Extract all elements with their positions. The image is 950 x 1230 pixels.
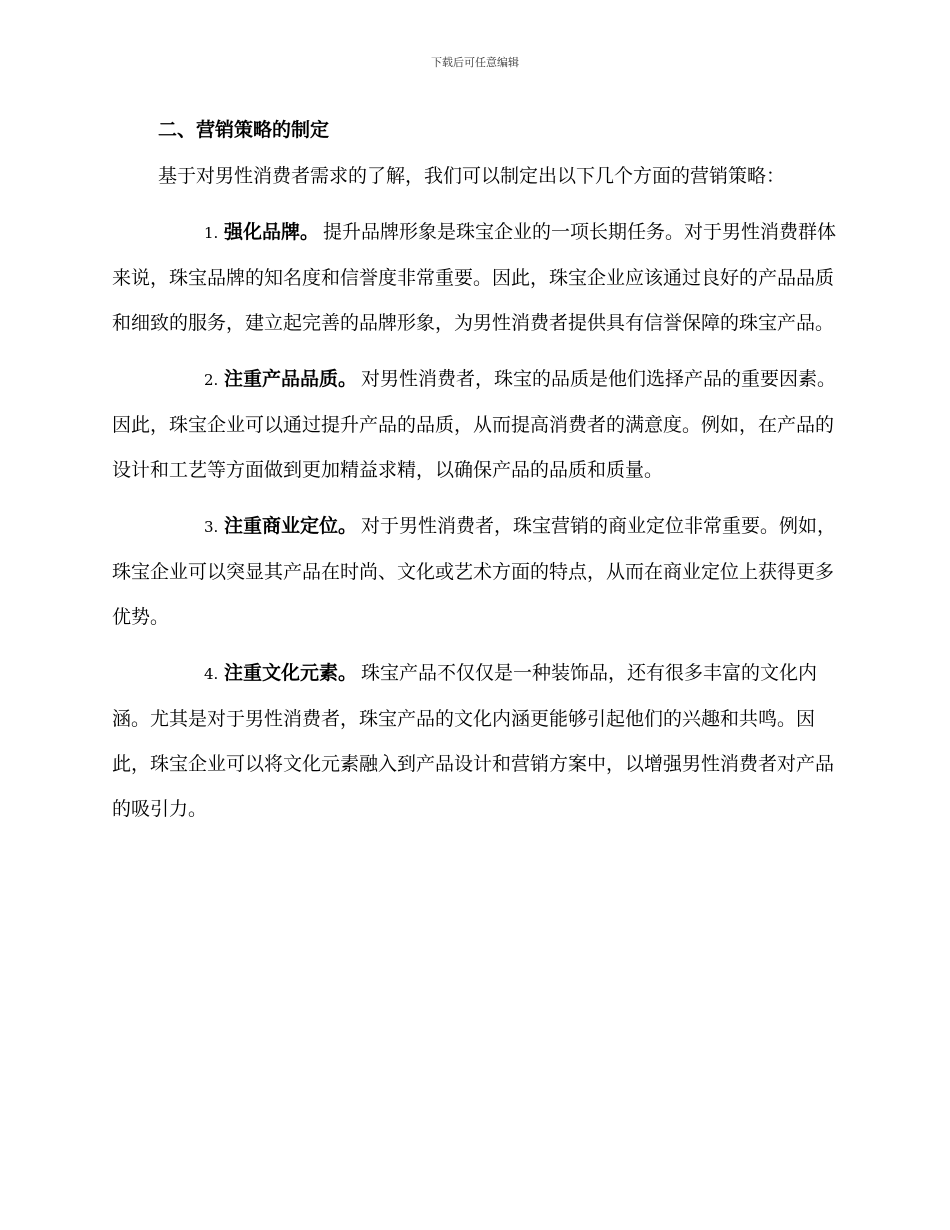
list-item-number: 2.: [204, 371, 219, 389]
intro-paragraph: 基于对男性消费者需求的了解，我们可以制定出以下几个方面的营销策略：: [158, 165, 786, 187]
list-item-4: [112, 651, 840, 832]
list-item-body: 珠宝产品不仅仅是一种装饰品，还有很多丰富的文化内涵。尤其是对于男性消费者，珠宝产品的文化内涵更能够引起他们的兴趣和共鸣。因此，珠宝企业可以将文化元素融入到产品设计和营销方案中，以增强男性消费者对产品的吸引力。: [112, 662, 835, 820]
list-item-body: 提升品牌形象是珠宝企业的一项长期任务。对于男性消费群体来说，珠宝品牌的知名度和信誉度非常重要。因此，珠宝企业应该通过良好的产品品质和细致的服务，建立起完善的品牌形象，为男性消费者提供具有信誉保障的珠宝产品。: [112, 221, 837, 334]
list-item-2: [112, 357, 840, 493]
list-item-number: 4.: [204, 665, 219, 683]
list-item-body: 对于男性消费者，珠宝营销的商业定位非常重要。例如，珠宝企业可以突显其产品在时尚、文化或艺术方面的特点，从而在商业定位上获得更多优势。: [112, 515, 837, 628]
list-item-title: 强化品牌。: [224, 221, 320, 243]
list-item-body: 对男性消费者，珠宝的品质是他们选择产品的重要因素。因此，珠宝企业可以通过提升产品的品质，从而提高消费者的满意度。例如，在产品的设计和工艺等方面做到更加精益求精，以确保产品的品质和质量。: [112, 368, 837, 481]
document-body: [112, 113, 840, 832]
list-item-number: 1.: [204, 224, 219, 242]
list-item-title: 注重商业定位。: [224, 515, 358, 537]
list-item-title: 注重文化元素。: [224, 662, 358, 684]
section-title: 二、营销策略的制定: [158, 119, 330, 141]
page-header-note: 下载后可任意编辑: [431, 56, 519, 69]
list-item-number: 3.: [204, 518, 219, 536]
list-item-title: 注重产品品质。: [224, 368, 358, 390]
list-item-1: [112, 210, 840, 346]
list-item-3: [112, 504, 840, 640]
